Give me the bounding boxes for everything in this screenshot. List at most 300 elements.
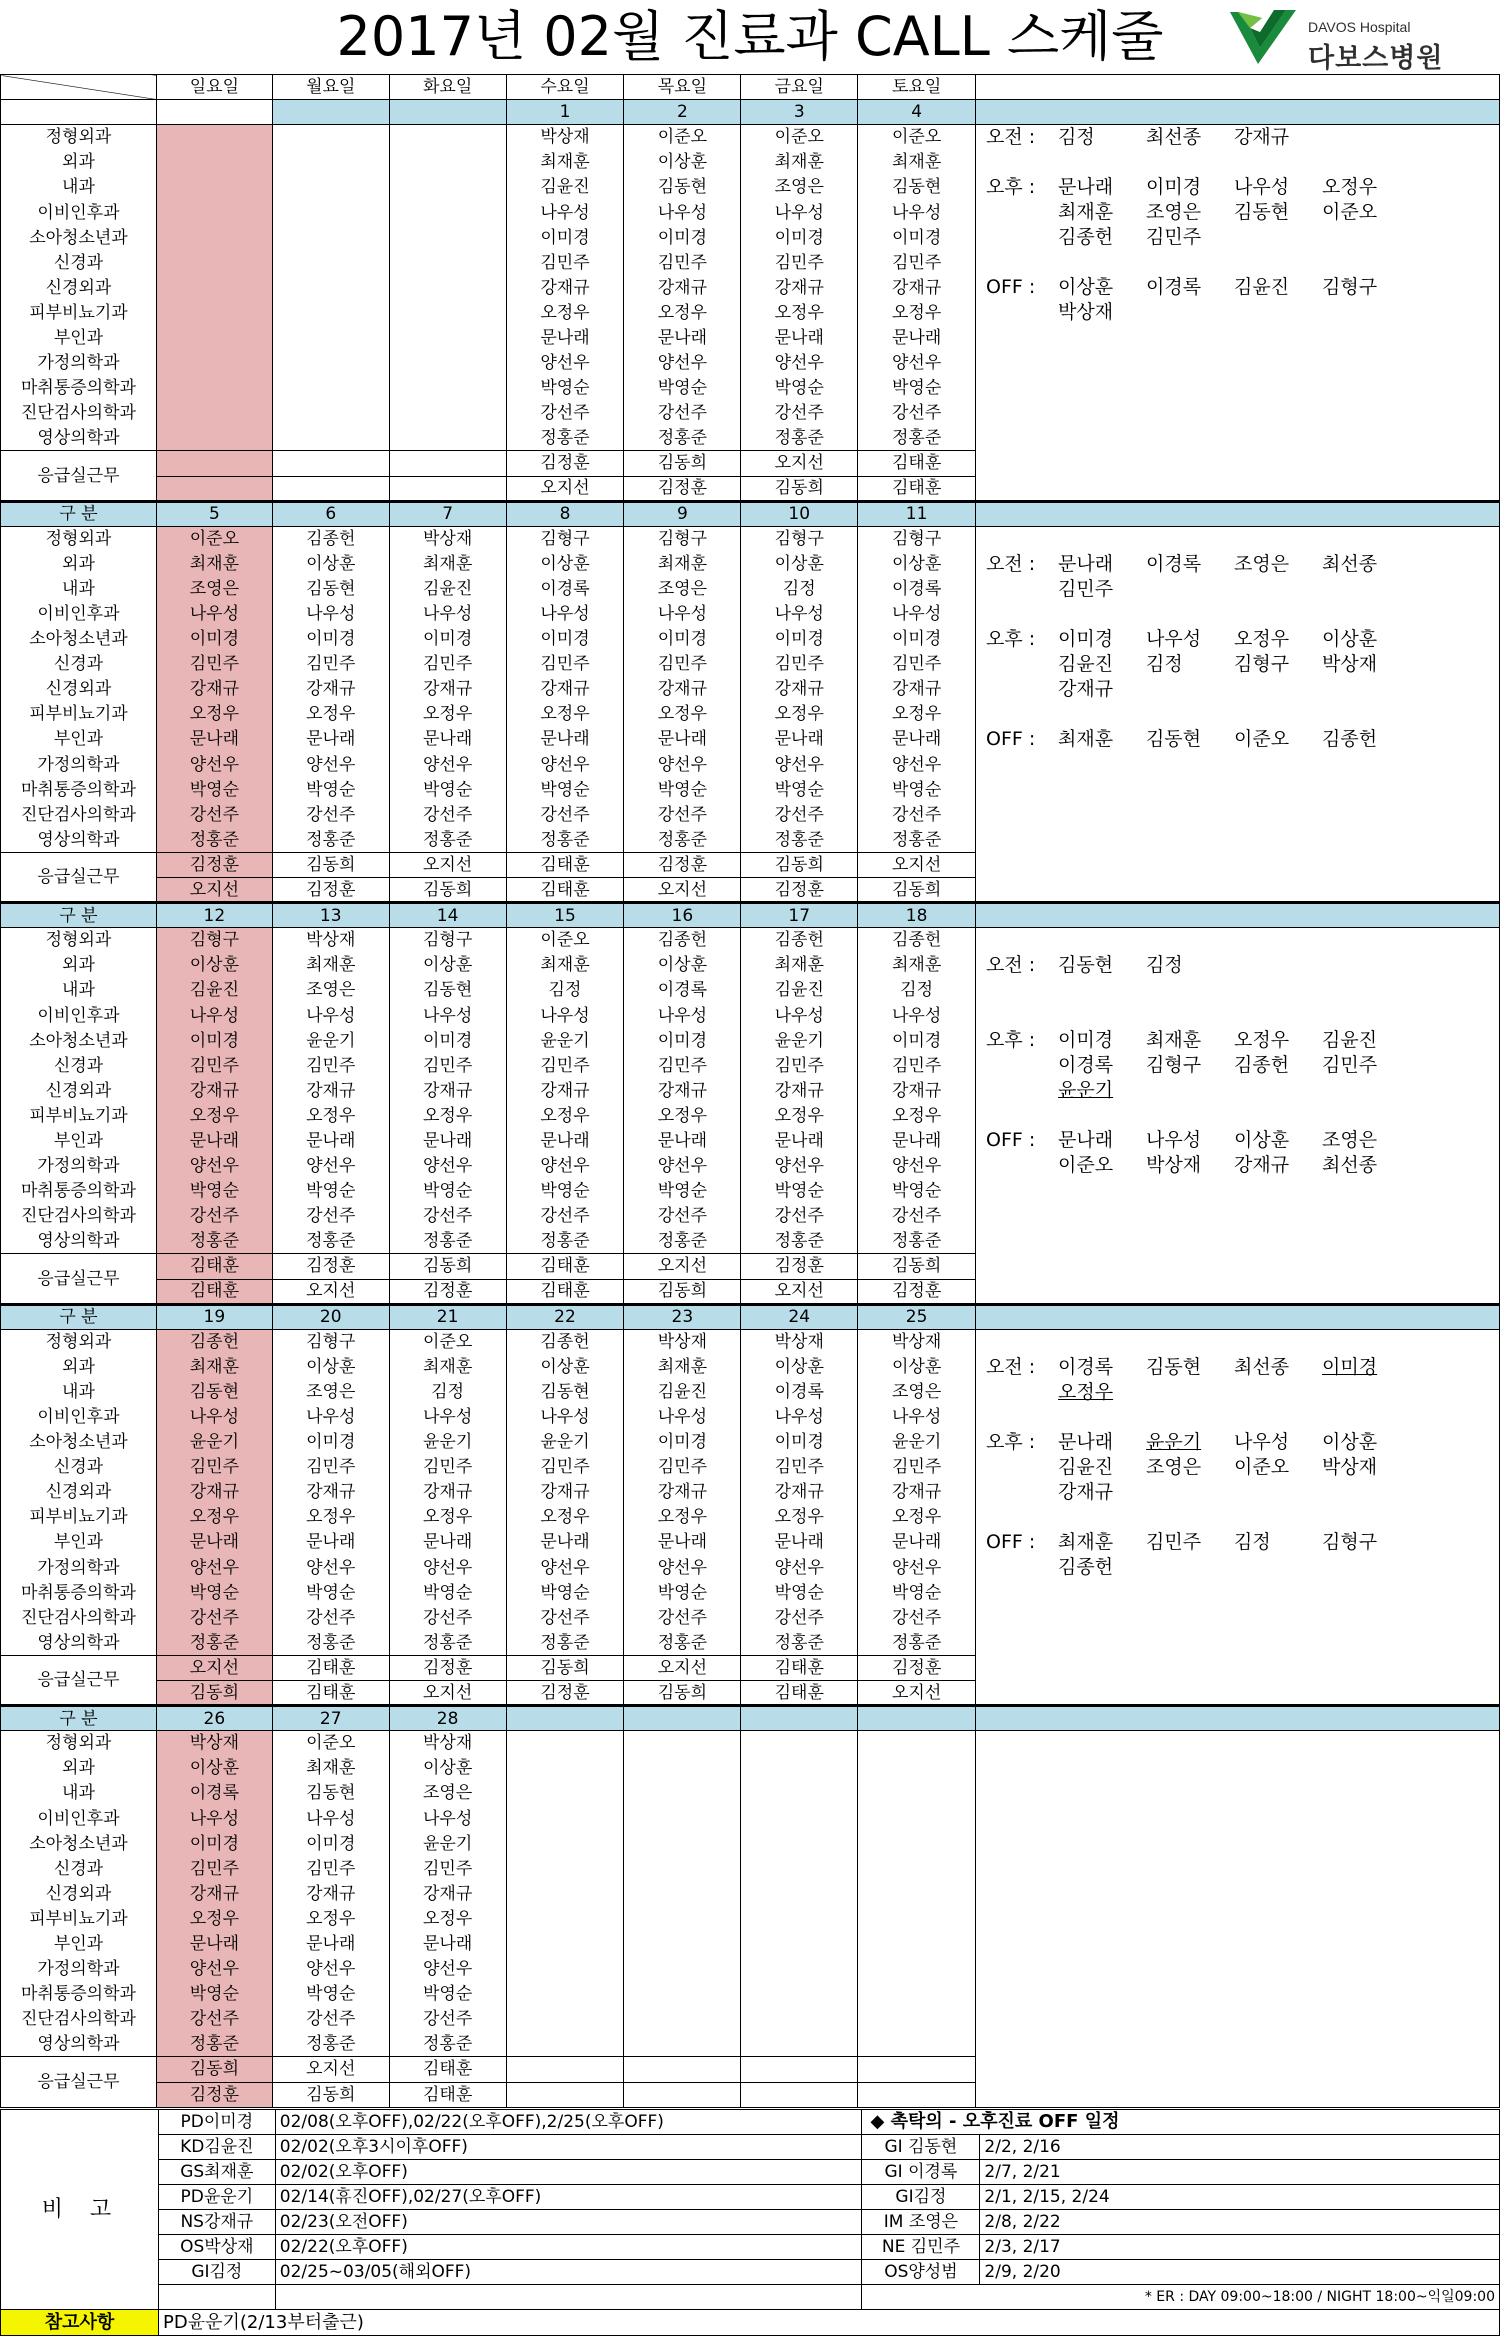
day-header: 화요일 [389,75,506,100]
schedule-cell [741,1806,858,1831]
notes-doctor: 최선종 [1234,1355,1290,1378]
schedule-cell [624,2007,741,2032]
schedule-cell: 김정 [741,576,858,601]
department-name: 외과 [1,551,157,576]
notes-doctor: 오정우 [1058,1380,1114,1403]
schedule-cell: 오정우 [506,702,624,727]
schedule-cell: 윤운기 [506,1028,624,1053]
department-name: 영상의학과 [1,827,157,852]
notes-label [986,702,1058,727]
schedule-cell: 강선주 [506,802,624,827]
date-row [1,1706,1500,1731]
schedule-cell: 정홍준 [741,426,858,451]
remark-doctor: GI김정 [158,2260,275,2285]
notes-doctor: 김종헌 [1058,226,1114,249]
er-cell: 김태훈 [272,1655,389,1680]
notes-label: OFF : [986,1129,1036,1152]
notes-line [986,200,1499,225]
er-cell: 김태훈 [506,1279,624,1304]
davos-logo-icon [1228,8,1298,66]
schedule-cell: 나우성 [272,1003,389,1028]
schedule-cell: 양선우 [624,351,741,376]
schedule-cell: 이상훈 [858,551,976,576]
schedule-cell: 박영순 [272,777,389,802]
schedule-cell [156,250,272,275]
consult-doctor: GI김정 [862,2185,980,2210]
date-cell: 20 [272,1304,389,1329]
department-name: 피부비뇨기과 [1,702,157,727]
department-name: 소아청소년과 [1,225,157,250]
date-cell [272,100,389,125]
schedule-cell [858,1856,976,1881]
schedule-cell: 이상훈 [272,551,389,576]
notes-doctor: 김동현 [1146,1355,1202,1378]
er-cell: 김동희 [624,1279,741,1304]
date-cell: 10 [741,501,858,526]
schedule-cell: 정홍준 [156,1229,272,1254]
schedule-cell: 이준오 [506,928,624,953]
schedule-cell: 나우성 [624,1003,741,1028]
schedule-cell [624,2032,741,2057]
schedule-cell [506,1982,624,2007]
consult-dates: 2/9, 2/20 [980,2260,1500,2285]
schedule-cell: 문나래 [389,1931,506,1956]
schedule-cell: 문나래 [624,727,741,752]
schedule-cell: 오정우 [272,1103,389,1128]
er-cell: 김동희 [156,1681,272,1706]
schedule-cell [389,175,506,200]
schedule-cell: 김형구 [741,526,858,551]
notes-doctor: 김윤진 [1058,652,1114,675]
schedule-cell: 정홍준 [858,426,976,451]
remark-detail: 02/23(오전OFF) [275,2210,862,2235]
schedule-cell [858,1906,976,1931]
department-name: 신경외과 [1,1078,157,1103]
schedule-cell: 문나래 [741,1128,858,1153]
schedule-cell: 이미경 [272,1831,389,1856]
schedule-cell: 강재규 [156,1480,272,1505]
notes-doctor: 이미경 [1322,1355,1378,1378]
schedule-cell [156,125,272,150]
schedule-cell: 박상재 [858,1329,976,1354]
consult-doctor: GI 이경록 [862,2160,980,2185]
notes-doctor: 김윤진 [1058,1455,1114,1478]
er-cell: 김동희 [624,1681,741,1706]
notes-header [976,501,1500,526]
notes-line [986,527,1499,552]
notes-label [986,577,1058,602]
notes-doctor: 김정 [1234,1530,1271,1553]
er-cell [741,2082,858,2107]
schedule-cell [858,1806,976,1831]
department-name: 소아청소년과 [1,1831,157,1856]
er-hours-note: * ER : DAY 09:00~18:00 / NIGHT 18:00~익일09:00 [862,2285,1500,2310]
day-header: 일요일 [156,75,272,100]
notes-label [986,300,1058,325]
notes-line [986,1330,1499,1355]
notes-label: OFF : [986,276,1036,299]
schedule-cell: 나우성 [741,601,858,626]
schedule-cell [741,1756,858,1781]
schedule-cell: 양선우 [624,1154,741,1179]
er-cell [389,476,506,501]
er-cell: 오지선 [624,1655,741,1680]
schedule-cell: 정홍준 [156,827,272,852]
notes-doctor: 김정 [1146,652,1183,675]
schedule-cell [272,426,389,451]
schedule-cell [624,1756,741,1781]
department-name: 정형외과 [1,1731,157,1756]
er-cell: 김동희 [272,852,389,877]
er-cell: 김동희 [741,852,858,877]
remark-doctor: KD김윤진 [158,2135,275,2160]
notes-line [986,577,1499,602]
schedule-cell: 박영순 [156,1982,272,2007]
er-cell: 김정훈 [741,878,858,903]
notes-doctor: 이상훈 [1234,1129,1290,1152]
notes-cell [976,928,1500,1304]
notes-doctor: 윤운기 [1058,1079,1114,1102]
department-name: 내과 [1,576,157,601]
schedule-cell: 이상훈 [506,1354,624,1379]
schedule-cell: 김민주 [858,1053,976,1078]
schedule-cell: 이경록 [156,1781,272,1806]
schedule-cell: 강재규 [389,1078,506,1103]
schedule-cell: 오정우 [389,1906,506,1931]
remark-detail: 02/02(오후3시이후OFF) [275,2135,862,2160]
schedule-cell: 문나래 [272,727,389,752]
remarks-row [1,2235,1500,2260]
er-cell: 김정훈 [506,451,624,476]
schedule-cell: 문나래 [506,727,624,752]
notes-doctor: 강재규 [1058,1480,1114,1503]
notes-label: 오후 : [986,176,1036,199]
schedule-cell: 정홍준 [272,1229,389,1254]
schedule-cell: 김민주 [506,250,624,275]
notes-header [976,100,1500,125]
remarks-table [0,2109,1500,2310]
notes-line [986,652,1499,677]
schedule-cell: 강재규 [858,1480,976,1505]
department-name: 진단검사의학과 [1,802,157,827]
schedule-cell: 나우성 [741,1003,858,1028]
schedule-cell: 이미경 [624,1028,741,1053]
schedule-cell: 양선우 [156,1555,272,1580]
schedule-cell [389,401,506,426]
schedule-table [0,74,1500,2108]
department-name: 외과 [1,1756,157,1781]
er-cell: 김동희 [858,878,976,903]
schedule-cell: 문나래 [272,1530,389,1555]
schedule-cell: 이미경 [624,225,741,250]
section-label: 구 분 [1,903,157,928]
notes-label [986,1380,1058,1405]
department-name: 내과 [1,175,157,200]
notes-doctor: 문나래 [1058,1129,1114,1152]
notes-doctor: 문나래 [1058,176,1114,199]
notes-line [986,1555,1499,1580]
schedule-cell: 나우성 [741,200,858,225]
date-row [1,501,1500,526]
schedule-cell: 정홍준 [506,827,624,852]
day-header: 금요일 [741,75,858,100]
schedule-cell [272,275,389,300]
schedule-cell: 최재훈 [272,953,389,978]
schedule-cell [506,1931,624,1956]
schedule-cell [272,125,389,150]
schedule-cell: 오정우 [858,1505,976,1530]
schedule-cell: 강선주 [156,1605,272,1630]
schedule-cell: 오정우 [272,1906,389,1931]
schedule-cell: 양선우 [506,1555,624,1580]
schedule-cell: 오정우 [389,1103,506,1128]
schedule-cell [272,225,389,250]
header-blank [976,75,1500,100]
schedule-cell [506,1856,624,1881]
notes-doctor: 이상훈 [1322,1430,1378,1453]
date-cell: 27 [272,1706,389,1731]
er-cell: 김동희 [506,1655,624,1680]
department-name: 가정의학과 [1,1555,157,1580]
schedule-cell [506,1906,624,1931]
schedule-cell: 김동현 [272,576,389,601]
schedule-cell: 정홍준 [389,2032,506,2057]
notes-label [986,928,1058,953]
schedule-cell [624,1781,741,1806]
schedule-cell: 윤운기 [389,1430,506,1455]
schedule-cell: 박상재 [624,1329,741,1354]
department-name: 가정의학과 [1,752,157,777]
schedule-cell: 이상훈 [624,953,741,978]
schedule-cell: 강선주 [624,401,741,426]
department-row [1,1329,1500,1354]
schedule-cell: 박영순 [624,1179,741,1204]
er-cell: 김동희 [858,1254,976,1279]
er-cell [858,2057,976,2082]
notes-doctor: 이상훈 [1322,627,1378,650]
schedule-cell [156,376,272,401]
schedule-cell: 김민주 [506,652,624,677]
notes-line [986,1028,1499,1053]
date-cell: 2 [624,100,741,125]
er-cell: 김태훈 [858,476,976,501]
schedule-cell: 강재규 [506,677,624,702]
department-name: 부인과 [1,1128,157,1153]
notes-label: 오전 : [986,1355,1036,1378]
notes-label [986,1153,1058,1178]
notes-doctor: 조영은 [1322,1129,1378,1152]
schedule-cell [858,1756,976,1781]
notes-line [986,1153,1499,1178]
schedule-cell: 박영순 [506,777,624,802]
remark-doctor: GS최재훈 [158,2160,275,2185]
schedule-cell: 김윤진 [741,978,858,1003]
remarks-row [1,2185,1500,2210]
notes-doctor: 최선종 [1322,552,1378,575]
schedule-cell: 이상훈 [741,1354,858,1379]
schedule-cell [741,1931,858,1956]
department-name: 내과 [1,978,157,1003]
schedule-cell: 박영순 [272,1982,389,2007]
department-name: 외과 [1,150,157,175]
notes-cell [976,1329,1500,1705]
schedule-cell: 조영은 [858,1379,976,1404]
schedule-cell [741,1957,858,1982]
notes-line [986,677,1499,702]
notes-doctor: 박상재 [1146,1154,1202,1177]
er-cell: 김동희 [389,878,506,903]
notes-doctor: 김민주 [1058,577,1114,600]
schedule-cell: 나우성 [272,1404,389,1429]
date-cell [156,100,272,125]
schedule-cell [624,1806,741,1831]
schedule-cell: 나우성 [272,601,389,626]
schedule-cell [389,275,506,300]
notes-label [986,150,1058,175]
department-name: 정형외과 [1,526,157,551]
schedule-cell: 양선우 [156,752,272,777]
schedule-cell: 박영순 [858,777,976,802]
date-cell: 6 [272,501,389,526]
schedule-cell [506,1756,624,1781]
schedule-cell: 강선주 [272,1605,389,1630]
schedule-cell: 양선우 [272,752,389,777]
schedule-cell [272,325,389,350]
schedule-cell: 강재규 [156,1881,272,1906]
schedule-cell: 양선우 [156,1154,272,1179]
department-name: 진단검사의학과 [1,1204,157,1229]
schedule-cell [858,1781,976,1806]
consult-dates: 2/7, 2/21 [980,2160,1500,2185]
schedule-cell: 이상훈 [858,1354,976,1379]
section-label: 구 분 [1,1304,157,1329]
schedule-cell: 오정우 [156,1103,272,1128]
schedule-cell: 박영순 [624,376,741,401]
date-cell [389,100,506,125]
schedule-cell: 정홍준 [624,1630,741,1655]
schedule-cell: 나우성 [858,200,976,225]
schedule-cell: 나우성 [624,200,741,225]
schedule-cell: 문나래 [506,325,624,350]
remark-doctor: OS박상재 [158,2235,275,2260]
schedule-cell [389,225,506,250]
schedule-cell: 이미경 [272,1430,389,1455]
schedule-cell: 박영순 [272,1179,389,1204]
schedule-cell: 정홍준 [624,426,741,451]
er-cell: 김정훈 [858,1655,976,1680]
notes-doctor: 김종헌 [1058,1555,1114,1578]
notes-doctor: 조영은 [1146,201,1202,224]
schedule-cell: 오정우 [389,702,506,727]
schedule-cell: 나우성 [156,1404,272,1429]
date-cell: 22 [506,1304,624,1329]
schedule-cell [624,1881,741,1906]
schedule-cell: 나우성 [858,601,976,626]
notes-line [986,150,1499,175]
schedule-cell: 오정우 [156,1505,272,1530]
department-name: 소아청소년과 [1,627,157,652]
notes-doctor: 이준오 [1234,727,1290,750]
schedule-cell: 정홍준 [389,827,506,852]
er-cell [624,2057,741,2082]
notes-label [986,1480,1058,1505]
date-cell: 1 [506,100,624,125]
schedule-cell: 정홍준 [858,827,976,852]
notes-line [986,175,1499,200]
notes-doctor: 김민주 [1146,1530,1202,1553]
schedule-cell: 김민주 [624,652,741,677]
notes-label [986,200,1058,225]
schedule-cell: 양선우 [272,1957,389,1982]
notes-doctor: 이준오 [1058,1154,1114,1177]
notes-label [986,1053,1058,1078]
schedule-cell [272,200,389,225]
schedule-cell: 김민주 [741,1053,858,1078]
er-cell: 김동희 [389,1254,506,1279]
er-cell: 김정훈 [624,852,741,877]
department-name: 정형외과 [1,928,157,953]
department-name: 피부비뇨기과 [1,300,157,325]
schedule-cell: 이상훈 [506,551,624,576]
schedule-cell: 강선주 [272,2007,389,2032]
schedule-cell: 문나래 [389,727,506,752]
department-name: 가정의학과 [1,1154,157,1179]
schedule-cell [272,300,389,325]
date-cell: 17 [741,903,858,928]
schedule-cell: 문나래 [624,1128,741,1153]
schedule-cell [506,1957,624,1982]
schedule-cell [506,1831,624,1856]
schedule-cell: 김형구 [858,526,976,551]
er-cell: 김동희 [624,451,741,476]
schedule-cell [156,200,272,225]
schedule-cell: 김민주 [624,250,741,275]
schedule-cell [506,1731,624,1756]
schedule-cell: 양선우 [741,1154,858,1179]
notes-line [986,1128,1499,1153]
schedule-cell: 강선주 [156,2007,272,2032]
notes-cell [976,125,1500,501]
schedule-cell [272,376,389,401]
er-cell [506,2057,624,2082]
schedule-cell: 강선주 [272,1204,389,1229]
notes-doctor: 이미경 [1058,627,1114,650]
schedule-cell: 문나래 [741,1530,858,1555]
notes-header [976,1706,1500,1731]
notes-label [986,1078,1058,1103]
notes-doctor: 이준오 [1234,1455,1290,1478]
department-name: 신경과 [1,250,157,275]
notes-doctor: 조영은 [1234,552,1290,575]
department-name: 영상의학과 [1,2032,157,2057]
remark-detail: 02/22(오후OFF) [275,2235,862,2260]
schedule-cell [858,2007,976,2032]
schedule-cell: 김민주 [272,1856,389,1881]
schedule-cell: 정홍준 [272,2032,389,2057]
schedule-cell: 김동현 [272,1781,389,1806]
schedule-cell: 박영순 [741,777,858,802]
date-cell: 13 [272,903,389,928]
er-cell [389,451,506,476]
notes-line [986,953,1499,978]
schedule-cell: 문나래 [858,727,976,752]
schedule-cell: 양선우 [272,1154,389,1179]
schedule-cell: 정홍준 [272,1630,389,1655]
schedule-cell: 나우성 [389,1404,506,1429]
schedule-cell: 이상훈 [272,1354,389,1379]
schedule-cell [389,426,506,451]
department-name: 진단검사의학과 [1,1605,157,1630]
